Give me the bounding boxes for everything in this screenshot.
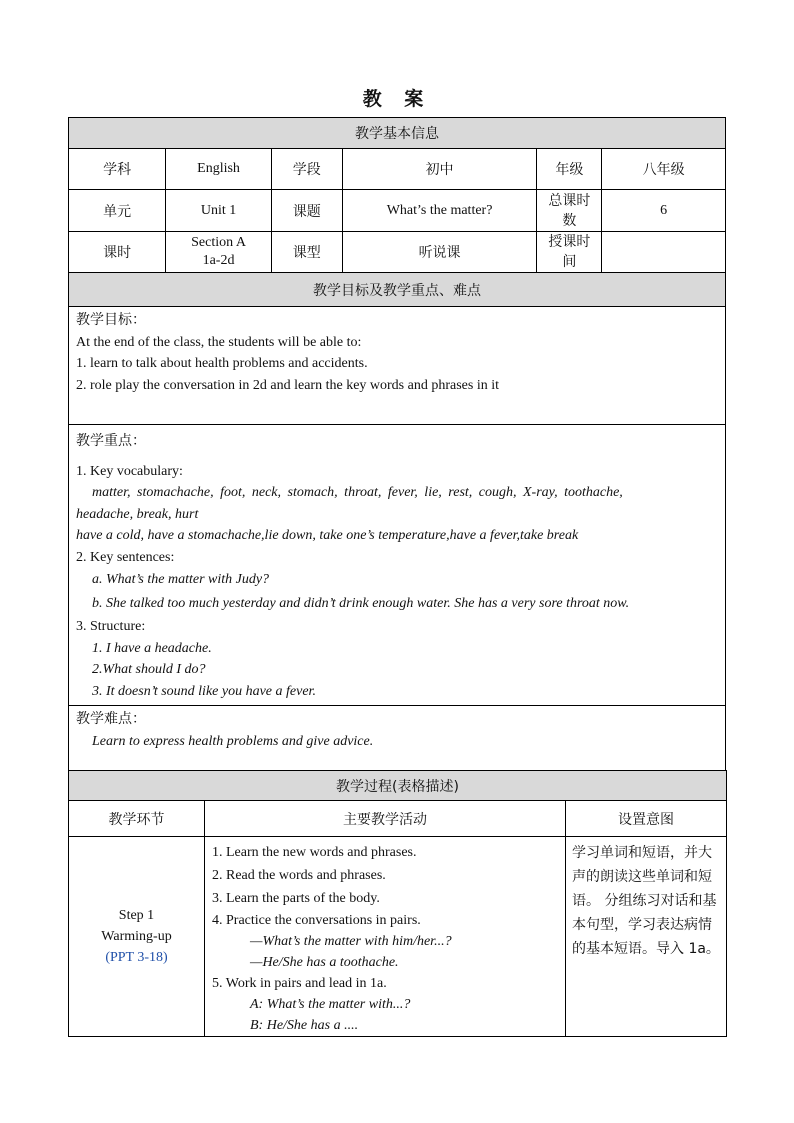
- objectives-label: 教学目标：: [76, 312, 146, 328]
- activity-item: 4. Practice the conversations in pairs.: [212, 913, 421, 928]
- total-periods-value: 6: [602, 190, 726, 232]
- difficulty-text: Learn to express health problems and give advice.: [92, 733, 374, 749]
- difficulty-section: [69, 706, 726, 775]
- objectives-section: [69, 307, 726, 425]
- lesson-plan-table: [68, 117, 726, 775]
- class-time-value: [602, 232, 726, 273]
- topic-label: 课题: [271, 190, 342, 232]
- period-value: [166, 232, 271, 273]
- objective-line: 2. role play the conversation in 2d and learn the key words and phrases in it: [76, 377, 499, 393]
- unit-value: Unit 1: [166, 190, 271, 232]
- activity-item: 5. Work in pairs and lead in 1a.: [212, 976, 387, 991]
- vocab-title: 1. Key vocabulary:: [76, 463, 183, 479]
- period-label: 课时: [69, 232, 166, 273]
- objective-line: At the end of the class, the students will be able to:: [76, 334, 362, 350]
- structure-2: 2.What should I do?: [92, 662, 206, 677]
- key-points-label: 教学重点：: [76, 433, 146, 449]
- stage-label: 学段: [271, 149, 342, 190]
- dialog-line: —What’s the matter with him/her...?: [250, 934, 452, 949]
- stage-value: 初中: [342, 149, 537, 190]
- key-points-section: [69, 425, 726, 706]
- activity-cell: [205, 837, 566, 1037]
- step-cell: [69, 837, 205, 1037]
- period-line-2: 1a-2d: [202, 253, 235, 268]
- objective-line: 1. learn to talk about health problems and accidents.: [76, 356, 368, 371]
- step-ppt-ref: (PPT 3-18): [105, 950, 168, 965]
- goals-header: 教学目标及教学重点、难点: [69, 273, 726, 307]
- structure-3: 3. It doesn’t sound like you have a fever.: [92, 683, 316, 699]
- activity-item: 2. Read the words and phrases.: [212, 868, 386, 883]
- step-number: Step 1: [118, 908, 155, 923]
- subject-value: English: [166, 149, 271, 190]
- vocab-line: matter, stomachache, foot, neck, stomach, throat, fever, lie, rest, cough, X-ray, toothache,: [92, 485, 623, 500]
- process-header: 教学过程(表格描述): [69, 771, 727, 801]
- topic-value: What’s the matter?: [342, 190, 537, 232]
- intent-column-header: 设置意图: [566, 801, 727, 837]
- total-periods-label: 总课时数: [537, 190, 602, 232]
- process-table: [68, 770, 727, 1037]
- sentence-a: a. What’s the matter with Judy?: [92, 572, 270, 587]
- activity-item: 3. Learn the parts of the body.: [212, 891, 380, 906]
- class-time-label: 授课时间: [537, 232, 602, 273]
- difficulty-label: 教学难点：: [76, 711, 146, 727]
- sentence-b: b. She talked too much yesterday and didn’t drink enough water. She has a very sore throat now.: [92, 596, 630, 611]
- structure-1: 1. I have a headache.: [92, 640, 212, 656]
- type-value: 听说课: [342, 232, 537, 273]
- dialog-line: A: What’s the matter with...?: [250, 997, 411, 1012]
- structure-title: 3. Structure:: [76, 619, 146, 634]
- basic-info-header: 教学基本信息: [69, 118, 726, 149]
- activity-column-header: 主要教学活动: [205, 801, 566, 837]
- stage-column-header: 教学环节: [69, 801, 205, 837]
- vocab-line: headache, break, hurt: [76, 506, 199, 522]
- period-line-1: Section A: [191, 235, 246, 250]
- activity-item: 1. Learn the new words and phrases.: [212, 845, 417, 860]
- subject-label: 学科: [69, 149, 166, 190]
- grade-value: 八年级: [602, 149, 726, 190]
- type-label: 课型: [271, 232, 342, 273]
- unit-label: 单元: [69, 190, 166, 232]
- step-name: Warming-up: [101, 929, 172, 944]
- grade-label: 年级: [537, 149, 602, 190]
- sentences-title: 2. Key sentences:: [76, 549, 175, 565]
- dialog-line: —He/She has a toothache.: [250, 955, 399, 970]
- intent-cell: 学习单词和短语，并大声的朗读这些单词和短语。 分组练习对话和基本句型，学习表达病情的基本短语。导入 1a。: [566, 837, 727, 1037]
- dialog-line: B: He/She has a ....: [250, 1018, 359, 1033]
- page-title: 教 案: [362, 88, 432, 110]
- vocab-phrases: have a cold, have a stomachache,lie down, take one’s temperature,have a fever,take break: [76, 528, 579, 543]
